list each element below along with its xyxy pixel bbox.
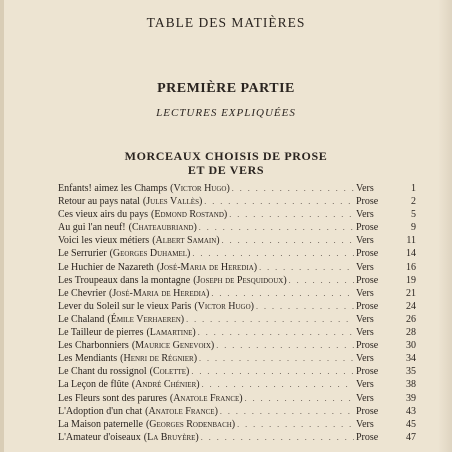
- entry-title: L'Adoption d'un chat: [58, 405, 143, 417]
- toc-entry[interactable]: [58, 287, 416, 300]
- leader-dots: [211, 287, 354, 300]
- entry-page-number: 28: [406, 327, 416, 339]
- entry-title: Les Fleurs sont des parures: [58, 392, 167, 404]
- leader-dots: [191, 365, 354, 378]
- section-title-line1: MORCEAUX CHOISIS DE PROSE: [124, 149, 328, 163]
- entry-author: (José-Maria de Heredia): [156, 261, 258, 273]
- entry-genre: Prose: [356, 222, 379, 234]
- table-of-contents: [58, 182, 416, 444]
- entry-author: (Henri de Régnier): [120, 353, 198, 365]
- entry-author: (José-Maria de Heredia): [109, 287, 210, 299]
- toc-entry[interactable]: [58, 261, 416, 274]
- entry-page-number: 30: [406, 340, 416, 352]
- entry-title: Le Chant du rossignol: [58, 366, 147, 378]
- entry-page-number: 45: [406, 418, 416, 430]
- entry-genre: Vers: [356, 353, 374, 365]
- entry-page-number: 21: [406, 287, 416, 299]
- toc-entry[interactable]: [58, 418, 416, 431]
- entry-genre: Prose: [356, 300, 379, 312]
- entry-genre: Prose: [356, 196, 379, 208]
- toc-entry[interactable]: [58, 221, 416, 234]
- entry-genre: Vers: [356, 327, 374, 339]
- entry-genre: Vers: [356, 287, 374, 299]
- entry-page-number: 38: [406, 379, 416, 391]
- part-title: PREMIÈRE PARTIE: [157, 81, 295, 96]
- entry-page-number: 5: [411, 209, 416, 221]
- toc-entry[interactable]: [58, 431, 416, 444]
- leader-dots: [186, 313, 354, 326]
- toc-entry[interactable]: [58, 313, 416, 326]
- leader-dots: [204, 195, 354, 208]
- part-subtitle: LECTURES EXPLIQUÉES: [156, 107, 296, 119]
- entry-page-number: 26: [406, 313, 416, 325]
- entry-author: (La Bruyère): [143, 431, 199, 443]
- entry-title: L'Amateur d'oiseaux: [58, 431, 141, 443]
- entry-title: Lever du Soleil sur le vieux Paris: [58, 300, 192, 312]
- entry-title: Le Serrurier: [58, 248, 107, 260]
- entry-genre: Prose: [356, 274, 379, 286]
- entry-genre: Prose: [356, 248, 379, 260]
- entry-author: (Victor Hugo): [194, 300, 254, 312]
- toc-entry[interactable]: [58, 195, 416, 208]
- entry-author: (Anatole France): [145, 405, 218, 417]
- page-title: TABLE DES MATIÈRES: [146, 15, 306, 30]
- entry-author: (Victor Hugo): [170, 183, 230, 194]
- entry-title: Le Chaland: [58, 313, 105, 325]
- entry-genre: Vers: [356, 313, 374, 325]
- entry-page-number: 34: [406, 353, 416, 365]
- toc-entry[interactable]: [58, 300, 416, 313]
- entry-title: Voici les vieux métiers: [58, 235, 150, 247]
- leader-dots: [245, 392, 354, 405]
- entry-title: Le Tailleur de pierres: [58, 327, 144, 339]
- entry-genre: Vers: [356, 261, 374, 273]
- leader-dots: [199, 352, 354, 365]
- entry-author: (Georges Rodenbach): [145, 418, 236, 430]
- entry-genre: Vers: [356, 183, 374, 194]
- leader-dots: [289, 274, 354, 287]
- leader-dots: [192, 247, 354, 260]
- leader-dots: [237, 418, 354, 431]
- entry-page-number: 24: [406, 300, 416, 312]
- entry-title: Le Huchier de Nazareth: [58, 261, 154, 273]
- leader-dots: [220, 405, 354, 418]
- leader-dots: [256, 300, 354, 313]
- entry-author: (Jules Vallès): [142, 196, 203, 208]
- toc-entry[interactable]: [58, 339, 416, 352]
- entry-title: Ces vieux airs du pays: [58, 209, 148, 221]
- entry-title: Le Chevrier: [58, 287, 107, 299]
- toc-entry[interactable]: [58, 352, 416, 365]
- entry-author: (Colette): [149, 366, 190, 378]
- leader-dots: [216, 339, 354, 352]
- entry-title: Enfants! aimez les Champs: [58, 183, 168, 194]
- entry-genre: Vers: [356, 392, 374, 404]
- entry-author: (André Chénier): [131, 379, 200, 391]
- leader-dots: [199, 221, 354, 234]
- toc-entry[interactable]: [58, 378, 416, 391]
- entry-genre: Vers: [356, 418, 374, 430]
- entry-page-number: 43: [406, 405, 416, 417]
- entry-title: Retour au pays natal: [58, 196, 140, 208]
- entry-title: Les Mendiants: [58, 353, 118, 365]
- leader-dots: [229, 208, 354, 221]
- entry-title: La Leçon de flûte: [58, 379, 129, 391]
- toc-entry[interactable]: [58, 234, 416, 247]
- entry-author: (Albert Samain): [152, 235, 220, 247]
- entry-page-number: 19: [406, 274, 416, 286]
- entry-page-number: 39: [406, 392, 416, 404]
- entry-page-number: 2: [411, 196, 416, 208]
- entry-genre: Prose: [356, 405, 379, 417]
- entry-author: (Maurice Genevoix): [131, 340, 215, 352]
- leader-dots: [202, 378, 354, 391]
- entry-author: (Émile Verhaeren): [107, 313, 185, 325]
- entry-title: Les Troupeaux dans la montagne: [58, 274, 191, 286]
- entry-genre: Prose: [356, 366, 379, 378]
- entry-author: (Georges Duhamel): [109, 248, 191, 260]
- toc-entry[interactable]: [58, 274, 416, 287]
- toc-entry[interactable]: [58, 326, 416, 339]
- entry-page-number: 14: [406, 248, 416, 260]
- entry-title: La Maison paternelle: [58, 418, 143, 430]
- page-shadow: [438, 0, 452, 452]
- entry-page-number: 9: [411, 222, 416, 234]
- toc-entry[interactable]: [58, 182, 416, 195]
- section-title-line2: ET DE VERS: [187, 163, 265, 177]
- entry-author: (Lamartine): [146, 327, 196, 339]
- toc-entry[interactable]: [58, 208, 416, 221]
- entry-genre: Vers: [356, 209, 374, 221]
- toc-entry[interactable]: [58, 247, 416, 260]
- leader-dots: [198, 326, 354, 339]
- entry-page-number: 16: [406, 261, 416, 273]
- entry-page-number: 11: [406, 235, 416, 247]
- leader-dots: [232, 182, 354, 195]
- page-edge: [0, 0, 4, 452]
- entry-author: (Edmond Rostand): [151, 209, 228, 221]
- toc-entry[interactable]: [58, 392, 416, 405]
- entry-title: Au gui l'an neuf!: [58, 222, 126, 234]
- leader-dots: [201, 431, 354, 444]
- toc-entry[interactable]: [58, 405, 416, 418]
- leader-dots: [222, 234, 354, 247]
- entry-genre: Vers: [356, 235, 374, 247]
- entry-author: (Joseph de Pesquidoux): [193, 274, 287, 286]
- entry-title: Les Charbonniers: [58, 340, 129, 352]
- entry-genre: Prose: [356, 340, 379, 352]
- leader-dots: [259, 261, 354, 274]
- entry-author: (Chateaubriand): [128, 222, 197, 234]
- entry-author: (Anatole France): [169, 392, 243, 404]
- entry-genre: Vers: [356, 379, 374, 391]
- toc-entry[interactable]: [58, 365, 416, 378]
- entry-page-number: 1: [411, 183, 416, 194]
- entry-page-number: 35: [406, 366, 416, 378]
- entry-genre: Prose: [356, 431, 379, 443]
- entry-page-number: 47: [406, 431, 416, 443]
